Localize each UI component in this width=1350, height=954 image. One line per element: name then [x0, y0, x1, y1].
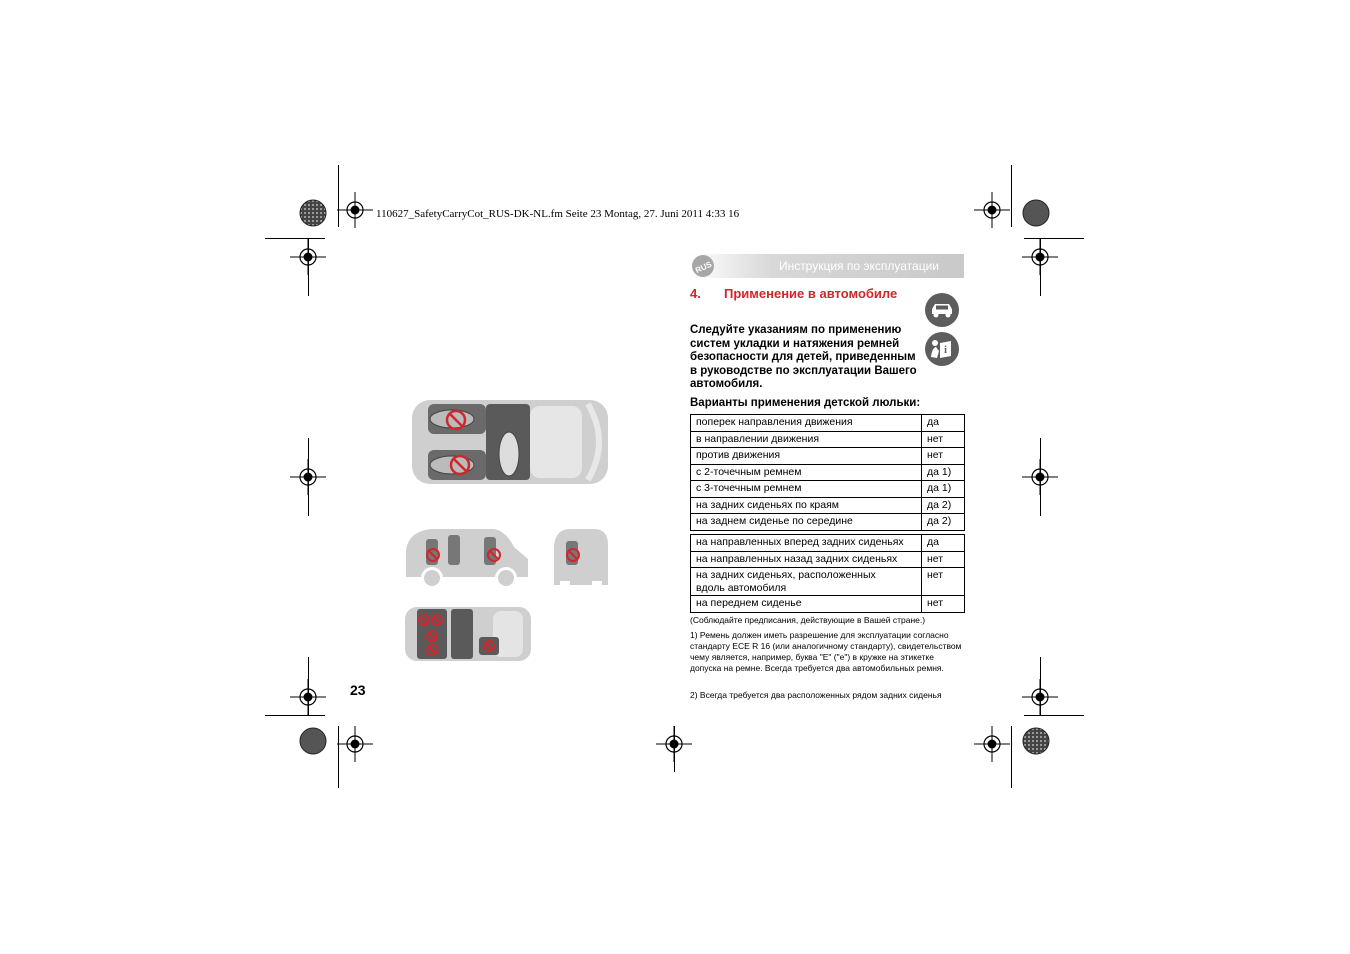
row-value: да 1): [922, 464, 965, 481]
table-title: Варианты применения детской люльки:: [690, 397, 921, 409]
footnote-1: 1) Ремень должен иметь разрешение для эксплуатации согласно стандарту ECE R 16 (или аналогичному стандарту), свидетельством чему является, например, буква "E" ("e") в кружке на этикетке допуска на ремне. Всегда требуется два автомобильных ремня.: [690, 630, 962, 673]
row-label: с 3-точечным ремнем: [691, 481, 922, 498]
row-value: нет: [922, 448, 965, 465]
intro-paragraph: Следуйте указаниям по применению систем укладки и натяжения ремней безопасности для детей, приведенным в руководстве по эксплуатации Вашего автомобиля.: [690, 324, 917, 391]
car-top-view-small-illustration: [403, 605, 533, 663]
row-label: на задних сиденьях, расположенных вдоль автомобиля: [691, 568, 922, 596]
row-label: на направленных вперед задних сиденьях: [691, 535, 922, 552]
table-row: [691, 514, 965, 531]
table-row: [691, 448, 965, 465]
file-info-header: 110627_SafetyCarryCot_RUS-DK-NL.fm Seite 23 Montag, 27. Juni 2011 4:33 16: [376, 208, 740, 220]
row-value: нет: [922, 431, 965, 448]
page-number: 23: [350, 682, 366, 698]
section-bar-label: Инструкция по эксплуатации: [778, 259, 939, 273]
language-badge: [690, 254, 716, 278]
language-badge-text: RUS: [694, 259, 714, 276]
section-title: Применение в автомобиле: [724, 286, 898, 301]
row-label: на переднем сиденье: [691, 596, 922, 613]
row-label: на заднем сиденье по середине: [691, 514, 922, 531]
table-row: [691, 551, 965, 568]
footnote-2: 2) Всегда требуется два расположенных рядом задних сиденья: [690, 690, 942, 700]
svg-text:i: i: [944, 345, 947, 356]
table-row: [691, 481, 965, 498]
row-value: нет: [922, 568, 965, 596]
section-header-bar: [690, 254, 964, 278]
section-number: 4.: [690, 286, 701, 301]
row-label: на направленных назад задних сиденьях: [691, 551, 922, 568]
row-value: да 2): [922, 497, 965, 514]
car-side-view-illustration: [402, 525, 532, 591]
table-row: [691, 596, 965, 613]
row-value: да 2): [922, 514, 965, 531]
regulations-note: (Соблюдайте предписания, действующие в Вашей стране.): [690, 615, 926, 625]
options-table-2: [690, 534, 965, 613]
row-label: против движения: [691, 448, 922, 465]
manual-book-icon: [924, 331, 960, 367]
table-row: [691, 464, 965, 481]
car-icon: [924, 292, 960, 328]
row-value: да: [922, 535, 965, 552]
table-row: [691, 431, 965, 448]
row-label: с 2-точечным ремнем: [691, 464, 922, 481]
table-row: [691, 535, 965, 552]
row-value: да 1): [922, 481, 965, 498]
car-rear-view-illustration: [550, 525, 612, 591]
table-row: [691, 497, 965, 514]
row-value: нет: [922, 551, 965, 568]
table-row: [691, 415, 965, 432]
row-value: нет: [922, 596, 965, 613]
section-heading: [690, 286, 897, 301]
car-top-view-illustration: [410, 398, 612, 486]
row-label: поперек направления движения: [691, 415, 922, 432]
table-row: [691, 568, 965, 596]
row-label: на задних сиденьях по краям: [691, 497, 922, 514]
row-value: да: [922, 415, 965, 432]
row-label: в направлении движения: [691, 431, 922, 448]
options-table-1: [690, 414, 965, 531]
